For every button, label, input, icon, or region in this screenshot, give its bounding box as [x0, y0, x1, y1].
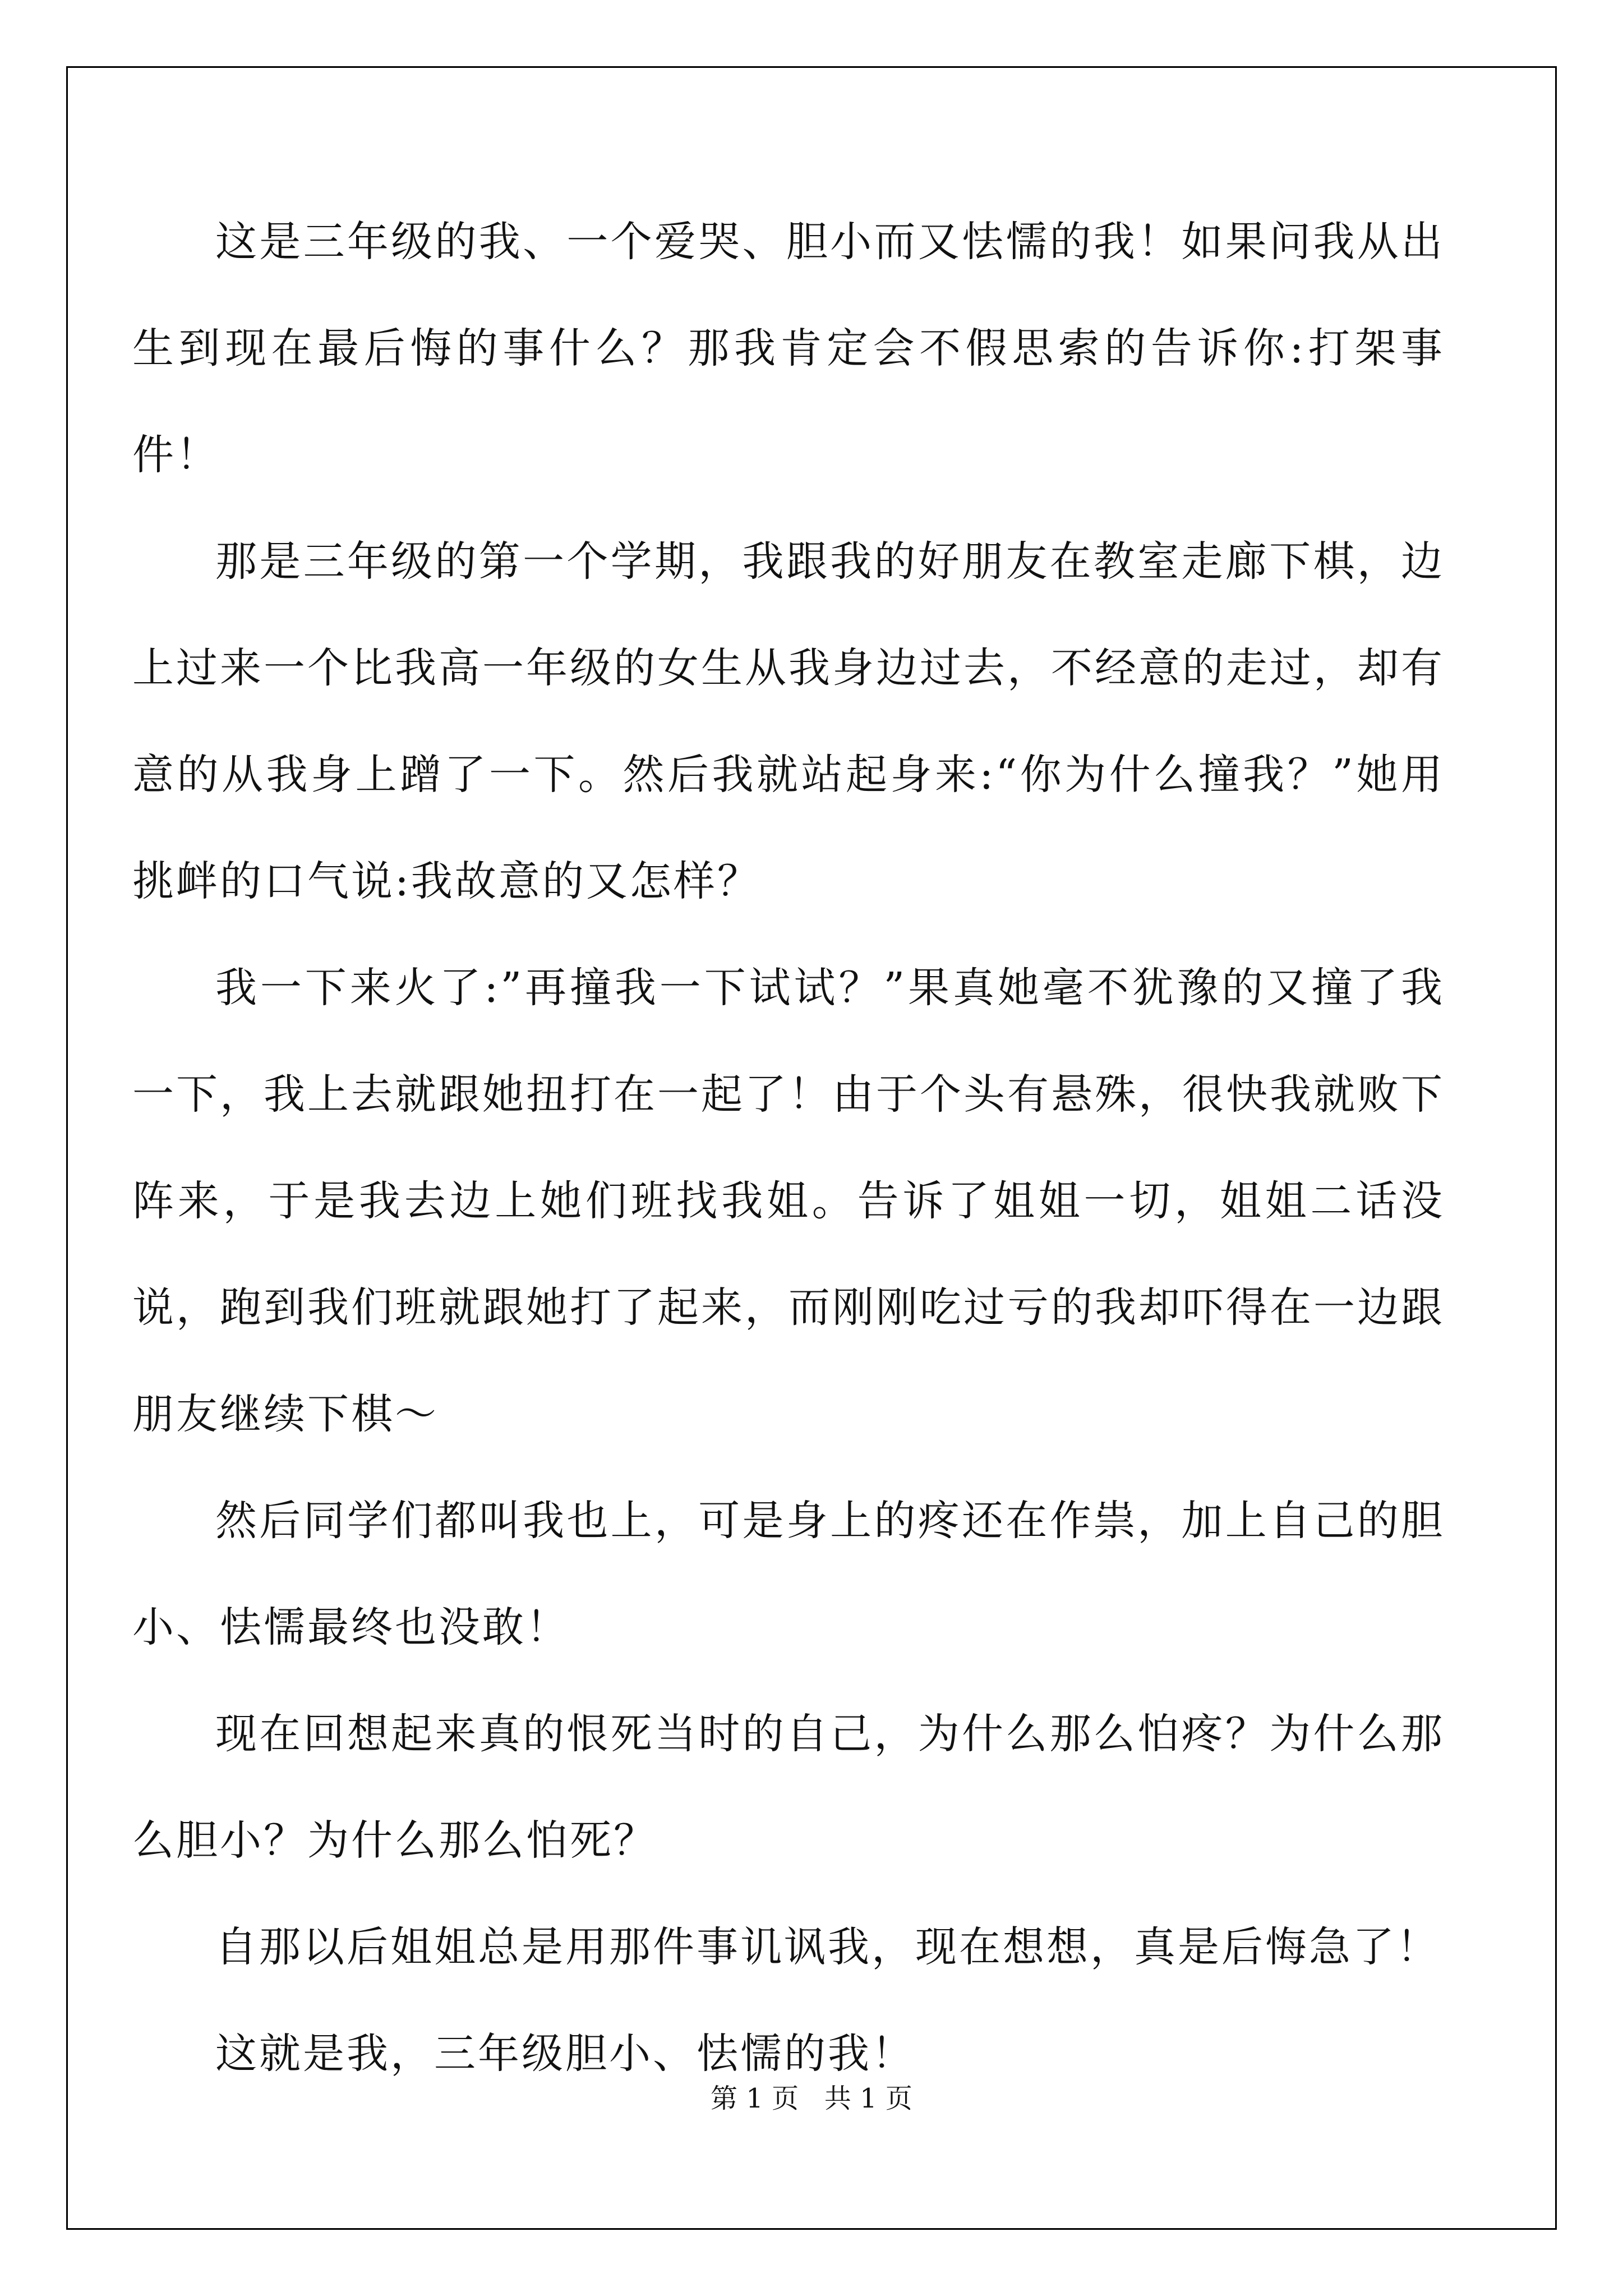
paragraph-2: 那是三年级的第一个学期，我跟我的好朋友在教室走廊下棋，边上过来一个比我高一年级的女生从我身边过去，不经意的走过，却有意的从我身上蹭了一下。然后我就站起身来:“你为什么撞我？”她用挑衅的口气说:我故意的又怎样？ — [132, 537, 1445, 905]
paragraph-4: 然后同学们都叫我也上，可是身上的疼还在作祟，加上自己的胆小、怯懦最终也没敢！ — [132, 1497, 1445, 1651]
document-body — [132, 188, 1445, 2107]
paragraph-7: 这就是我，三年级胆小、怯懦的我！ — [215, 2030, 915, 2078]
paragraph-3: 我一下来火了:”再撞我一下试试？”果真她毫不犹豫的又撞了我一下，我上去就跟她扭打在一起了！由于个头有悬殊，很快我就败下阵来，于是我去边上她们班找我姐。告诉了姐姐一切，姐姐二话没说，跑到我们班就跟她打了起来，而刚刚吃过亏的我却吓得在一边跟朋友继续下棋～ — [132, 964, 1445, 1438]
paragraph-6: 自那以后姐姐总是用那件事讥讽我，现在想想，真是后悔急了！ — [215, 1923, 1440, 1971]
page-number-footer: 第 1 页 共 1 页 — [711, 2083, 912, 2114]
paragraph-1: 这是三年级的我、一个爱哭、胆小而又怯懦的我！如果问我从出生到现在最后悔的事什么？那我肯定会不假思索的告诉你:打架事件！ — [132, 218, 1445, 479]
paragraph-5: 现在回想起来真的恨死当时的自己，为什么那么怕疼？为什么那么胆小？为什么那么怕死？ — [132, 1710, 1445, 1865]
